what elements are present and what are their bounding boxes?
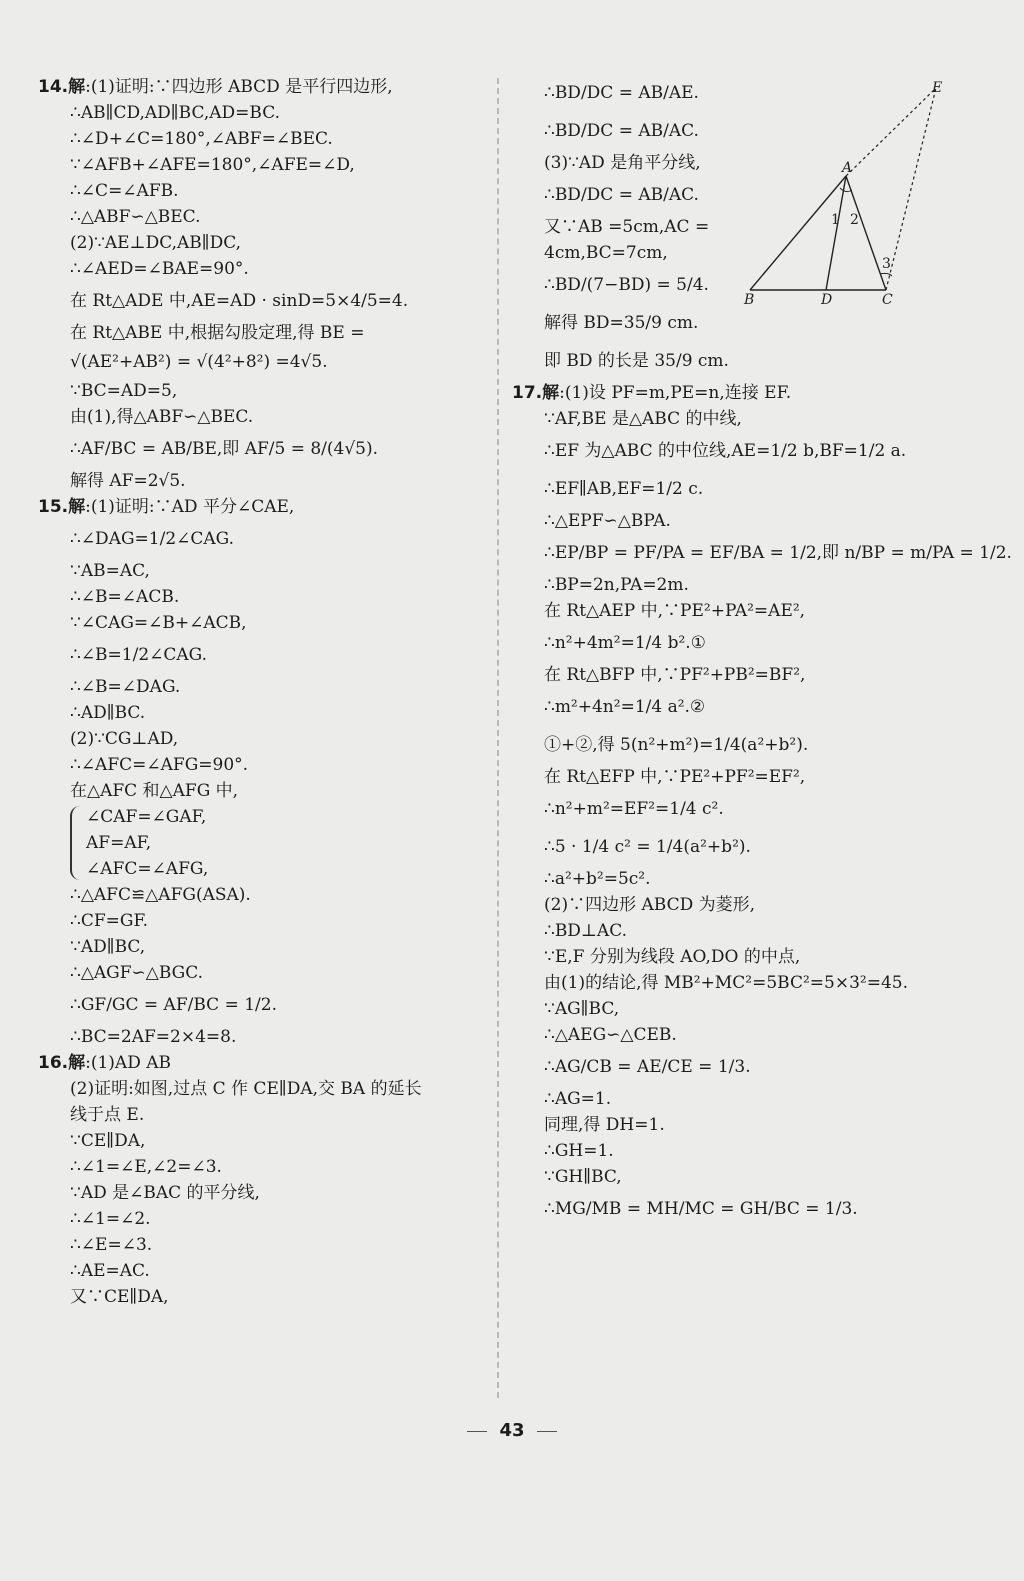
line-text: 线于点 E. bbox=[70, 1105, 145, 1125]
page-number: 43 bbox=[499, 1420, 525, 1441]
solution-line bbox=[38, 1128, 486, 1154]
question-17-heading bbox=[512, 380, 998, 406]
segment-ad bbox=[826, 176, 846, 290]
solution-line bbox=[38, 882, 486, 908]
solution-line bbox=[512, 790, 998, 828]
solution-line bbox=[38, 282, 486, 320]
solution-line bbox=[512, 688, 998, 726]
label-angle-2: 2 bbox=[850, 212, 859, 228]
line-text: ∴BD/DC = AB/AC. bbox=[544, 185, 699, 205]
solution-line bbox=[512, 508, 998, 534]
solution-line bbox=[512, 1048, 998, 1086]
solution-line bbox=[512, 1190, 998, 1228]
line-text: 由(1),得△ABF∽△BEC. bbox=[70, 407, 254, 427]
line-text: ∴a²+b²=5c². bbox=[544, 869, 651, 889]
line-text: ∴∠1=∠2. bbox=[70, 1209, 151, 1229]
line-text: ∴EF∥AB,EF=1/2 c. bbox=[544, 479, 704, 499]
line-text: ∴∠AFC=∠AFG=90°. bbox=[70, 755, 249, 775]
line-text: ∵CE∥DA, bbox=[70, 1131, 146, 1151]
line-text: ∴m²+4n²=1/4 a².② bbox=[544, 697, 706, 717]
solution-line bbox=[512, 1112, 998, 1138]
condition-line: ∠AFC=∠AFG, bbox=[86, 859, 209, 879]
solution-line bbox=[512, 342, 998, 380]
line-text: 在 Rt△BFP 中,∵PF²+PB²=BF², bbox=[544, 665, 806, 685]
solution-line bbox=[38, 752, 486, 778]
solution-line bbox=[512, 432, 998, 470]
segment-ba bbox=[750, 176, 846, 290]
line-text: 解得 BD=35/9 cm. bbox=[544, 313, 699, 333]
solution-line bbox=[512, 726, 998, 764]
question-16 bbox=[38, 1050, 486, 1310]
line-text: ∴△ABF∽△BEC. bbox=[70, 207, 201, 227]
line-text: ①+②,得 5(n²+m²)=1/4(a²+b²). bbox=[544, 735, 809, 755]
segment-ce-dashed bbox=[886, 88, 936, 290]
line-text: ∴n²+4m²=1/4 b².① bbox=[544, 633, 706, 653]
question-number: 14. bbox=[38, 77, 69, 97]
solution-line bbox=[38, 778, 486, 804]
segment-ae-dashed bbox=[846, 88, 936, 176]
question-15-heading bbox=[38, 494, 486, 520]
line-text: √(AE²+AB²) = √(4²+8²) =4√5. bbox=[70, 352, 328, 372]
solution-line bbox=[38, 204, 486, 230]
solution-line bbox=[512, 1022, 998, 1048]
line-text: ∴AB∥CD,AD∥BC,AD=BC. bbox=[70, 103, 281, 123]
solution-line bbox=[38, 960, 486, 986]
line-text: ∴∠B=1/2∠CAG. bbox=[70, 645, 208, 665]
line-text: ∴MG/MB = MH/MC = GH/BC = 1/3. bbox=[544, 1199, 858, 1219]
line-text: (3)∵AD 是角平分线, bbox=[544, 153, 701, 173]
line-text: ∴△EPF∽△BPA. bbox=[544, 511, 671, 531]
footer-dash bbox=[537, 1431, 557, 1432]
solution-line bbox=[38, 430, 486, 468]
solution-line bbox=[512, 406, 998, 432]
angle-mark-c bbox=[880, 273, 892, 276]
line-text: ∴BP=2n,PA=2m. bbox=[544, 575, 689, 595]
line-text: ∴∠1=∠E,∠2=∠3. bbox=[70, 1157, 222, 1177]
congruence-conditions bbox=[38, 804, 486, 882]
line-text: (2)∵AE⊥DC,AB∥DC, bbox=[70, 233, 242, 253]
line-text: ∴GH=1. bbox=[544, 1141, 614, 1161]
solution-line bbox=[38, 584, 486, 610]
line-text: :(1)证明:∵四边形 ABCD 是平行四边形, bbox=[85, 77, 393, 97]
line-text: ∵BC=AD=5, bbox=[70, 381, 178, 401]
solution-line bbox=[38, 558, 486, 584]
solution-line bbox=[38, 934, 486, 960]
solution-line bbox=[512, 470, 998, 508]
brace-icon bbox=[70, 806, 82, 880]
solution-line bbox=[512, 892, 998, 918]
line-text: ∴∠C=∠AFB. bbox=[70, 181, 179, 201]
solution-line bbox=[512, 996, 998, 1022]
line-text: ∴∠B=∠ACB. bbox=[70, 587, 180, 607]
answer-label: 解 bbox=[542, 383, 560, 403]
line-text: ∴AD∥BC. bbox=[70, 703, 146, 723]
line-text: 解得 AF=2√5. bbox=[70, 471, 186, 491]
line-text: ∵AD 是∠BAC 的平分线, bbox=[70, 1183, 260, 1203]
line-text: ∵∠AFB+∠AFE=180°,∠AFE=∠D, bbox=[70, 155, 355, 175]
solution-line bbox=[38, 1076, 486, 1102]
question-number: 17. bbox=[512, 383, 543, 403]
solution-line bbox=[38, 1102, 486, 1128]
line-text: 在 Rt△AEP 中,∵PE²+PA²=AE², bbox=[544, 601, 806, 621]
question-number: 15. bbox=[38, 497, 69, 517]
line-text: 即 BD 的长是 35/9 cm. bbox=[544, 351, 729, 371]
solution-line bbox=[512, 662, 998, 688]
line-text: ∴∠DAG=1/2∠CAG. bbox=[70, 529, 235, 549]
question-14-heading bbox=[38, 74, 486, 100]
line-text: 在 Rt△EFP 中,∵PE²+PF²=EF², bbox=[544, 767, 806, 787]
label-angle-3: 3 bbox=[882, 256, 891, 272]
solution-line bbox=[38, 908, 486, 934]
solution-line bbox=[38, 1024, 486, 1050]
question-15-continued bbox=[38, 882, 486, 1050]
line-text: ∴△AEG∽△CEB. bbox=[544, 1025, 677, 1045]
label-c: C bbox=[882, 292, 893, 308]
condition-line: AF=AF, bbox=[86, 833, 152, 853]
line-text: ∴GF/GC = AF/BC = 1/2. bbox=[70, 995, 277, 1015]
footer-dash bbox=[467, 1431, 487, 1432]
line-text: ∵E,F 分别为线段 AO,DO 的中点, bbox=[544, 947, 801, 967]
left-column bbox=[38, 74, 486, 1310]
solution-line bbox=[512, 918, 998, 944]
line-text: ∵AG∥BC, bbox=[544, 999, 620, 1019]
question-17 bbox=[512, 380, 1012, 1228]
label-angle-1: 1 bbox=[831, 212, 840, 228]
line-text: ∴EF 为△ABC 的中位线,AE=1/2 b,BF=1/2 a. bbox=[544, 441, 907, 461]
line-text: ∵AF,BE 是△ABC 的中线, bbox=[544, 409, 742, 429]
condition-line: ∠CAF=∠GAF, bbox=[86, 807, 207, 827]
solution-line bbox=[512, 598, 998, 624]
label-e: E bbox=[932, 80, 943, 96]
line-text: 又∵AB =5cm,AC = bbox=[544, 217, 710, 237]
question-16-heading bbox=[38, 1050, 486, 1076]
answer-label: 解 bbox=[68, 77, 86, 97]
solution-line bbox=[38, 256, 486, 282]
solution-line bbox=[38, 1180, 486, 1206]
solution-line bbox=[38, 986, 486, 1024]
line-text: 又∵CE∥DA, bbox=[70, 1287, 169, 1307]
triangle-figure bbox=[742, 78, 978, 310]
solution-line bbox=[38, 610, 486, 636]
solution-line bbox=[38, 726, 486, 752]
question-15 bbox=[38, 494, 486, 804]
solution-line bbox=[38, 152, 486, 178]
label-a: A bbox=[842, 160, 853, 176]
line-text: ∴△AFC≌△AFG(ASA). bbox=[70, 885, 251, 905]
line-text: ∴BD⊥AC. bbox=[544, 921, 628, 941]
solution-line bbox=[38, 378, 486, 404]
solution-line bbox=[512, 1086, 998, 1112]
line-text: ∵AB=AC, bbox=[70, 561, 150, 581]
question-number: 16. bbox=[38, 1053, 69, 1073]
line-text: ∴AE=AC. bbox=[70, 1261, 150, 1281]
line-text: ∴△AGF∽△BGC. bbox=[70, 963, 204, 983]
solution-line bbox=[512, 534, 1012, 572]
line-text: (2)证明:如图,过点 C 作 CE∥DA,交 BA 的延长 bbox=[70, 1079, 422, 1099]
line-text: ∴5 · 1/4 c² = 1/4(a²+b²). bbox=[544, 837, 751, 857]
line-text: (2)∵CG⊥AD, bbox=[70, 729, 179, 749]
line-text: :(1)设 PF=m,PE=n,连接 EF. bbox=[559, 383, 792, 403]
solution-line bbox=[38, 100, 486, 126]
line-text: ∴∠D+∠C=180°,∠ABF=∠BEC. bbox=[70, 129, 333, 149]
line-text: 在△AFC 和△AFG 中, bbox=[70, 781, 239, 801]
line-text: (2)∵四边形 ABCD 为菱形, bbox=[544, 895, 756, 915]
solution-line bbox=[38, 700, 486, 726]
solution-line bbox=[512, 944, 998, 970]
segment-ac bbox=[846, 176, 886, 290]
line-text: ∴∠AED=∠BAE=90°. bbox=[70, 259, 249, 279]
solution-line bbox=[512, 764, 998, 790]
column-divider bbox=[497, 78, 499, 1398]
line-text: ∴EP/BP = PF/PA = EF/BA = 1/2,即 n/BP = m/PA = 1/2. bbox=[544, 543, 1012, 563]
line-text: ∵GH∥BC, bbox=[544, 1167, 622, 1187]
solution-line bbox=[38, 178, 486, 204]
line-text: 由(1)的结论,得 MB²+MC²=5BC²=5×3²=45. bbox=[544, 973, 908, 993]
solution-line bbox=[38, 404, 486, 430]
answer-label: 解 bbox=[68, 1053, 86, 1073]
line-text: ∴BD/DC = AB/AC. bbox=[544, 121, 699, 141]
line-text: :(1)AD AB bbox=[85, 1053, 172, 1073]
label-b: B bbox=[744, 292, 755, 308]
question-14 bbox=[38, 74, 486, 494]
solution-line bbox=[38, 1206, 486, 1232]
solution-line bbox=[38, 468, 486, 494]
solution-line bbox=[512, 624, 998, 662]
page-footer bbox=[0, 1420, 1024, 1441]
label-d: D bbox=[821, 292, 833, 308]
line-text: :(1)证明:∵AD 平分∠CAE, bbox=[85, 497, 295, 517]
solution-line bbox=[38, 1154, 486, 1180]
line-text: ∵∠CAG=∠B+∠ACB, bbox=[70, 613, 247, 633]
line-text: ∴n²+m²=EF²=1/4 c². bbox=[544, 799, 724, 819]
line-text: 在 Rt△ABE 中,根据勾股定理,得 BE = bbox=[70, 323, 365, 343]
line-text: ∴AF/BC = AB/BE,即 AF/5 = 8/(4√5). bbox=[70, 439, 379, 459]
solution-line bbox=[512, 572, 998, 598]
line-text: 4cm,BC=7cm, bbox=[544, 243, 668, 263]
line-text: ∵AD∥BC, bbox=[70, 937, 146, 957]
solution-line bbox=[38, 346, 486, 378]
line-text: 在 Rt△ADE 中,AE=AD · sinD=5×4/5=4. bbox=[70, 291, 409, 311]
solution-line bbox=[38, 674, 486, 700]
solution-line bbox=[512, 1164, 998, 1190]
line-text: ∴AG=1. bbox=[544, 1089, 612, 1109]
solution-line bbox=[512, 970, 998, 996]
solution-line bbox=[512, 828, 998, 866]
solution-line bbox=[38, 320, 486, 346]
solution-line bbox=[38, 126, 486, 152]
solution-line bbox=[38, 636, 486, 674]
line-text: ∴BD/(7−BD) = 5/4. bbox=[544, 275, 709, 295]
line-text: ∴BC=2AF=2×4=8. bbox=[70, 1027, 237, 1047]
answer-label: 解 bbox=[68, 497, 86, 517]
solution-line bbox=[512, 866, 998, 892]
line-text: ∴∠B=∠DAG. bbox=[70, 677, 181, 697]
solution-line bbox=[38, 1232, 486, 1258]
solution-line bbox=[38, 520, 486, 558]
solution-line bbox=[38, 1284, 486, 1310]
line-text: ∴CF=GF. bbox=[70, 911, 148, 931]
solution-line bbox=[38, 230, 486, 256]
line-text: ∴BD/DC = AB/AE. bbox=[544, 83, 699, 103]
line-text: 同理,得 DH=1. bbox=[544, 1115, 665, 1135]
line-text: ∴∠E=∠3. bbox=[70, 1235, 153, 1255]
line-text: ∴AG/CB = AE/CE = 1/3. bbox=[544, 1057, 751, 1077]
solution-line bbox=[38, 1258, 486, 1284]
solution-line bbox=[512, 1138, 998, 1164]
